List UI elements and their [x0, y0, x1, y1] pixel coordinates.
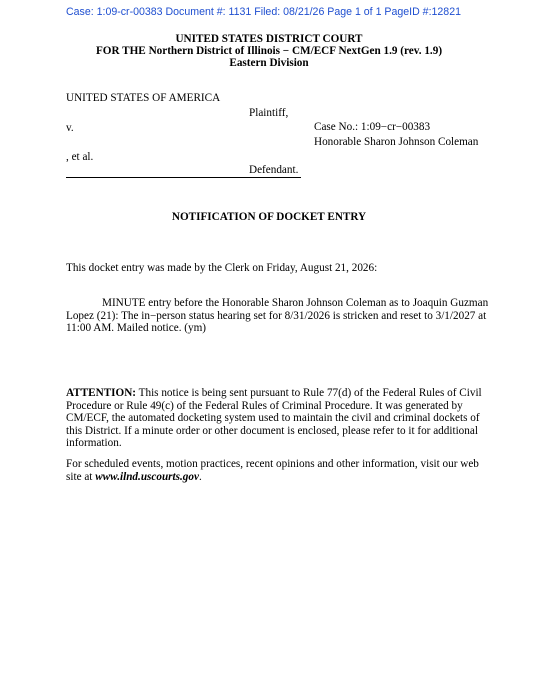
defendant-role: Defendant. — [249, 164, 299, 176]
minute-entry-text: MINUTE entry before the Honorable Sharon Johnson Coleman as to Joaquin Guzman Lopez (21): The in−person status hearing set for 8/31/2026 is stricken and reset to 3/1/2027 at 11:00 AM. Mailed notice. (ym) — [66, 297, 489, 335]
court-name: UNITED STATES DISTRICT COURT — [175, 33, 363, 45]
minute-entry-paragraph — [66, 297, 492, 335]
versus-label: v. — [66, 122, 74, 134]
attention-text: This notice is being sent pursuant to Rule 77(d) of the Federal Rules of Civil Procedure or Rule 49(c) of the Federal Rules of Criminal Procedure. It was generated by CM/ECF, the automated docketing system used to maintain the civil and criminal dockets of this District. If a minute order or other document is enclosed, please refer to it for additional information. — [66, 387, 482, 450]
document-filing-stamp: Case: 1:09-cr-00383 Document #: 1131 Filed: 08/21/26 Page 1 of 1 PageID #:12821 — [66, 6, 461, 18]
presiding-judge: Honorable Sharon Johnson Coleman — [314, 136, 479, 148]
case-number: Case No.: 1:09−cr−00383 — [314, 121, 431, 133]
web-info-end: . — [198, 470, 202, 483]
plaintiff-role: Plaintiff, — [249, 107, 289, 119]
caption-divider — [66, 177, 301, 178]
attention-paragraph — [66, 387, 492, 450]
entry-intro: This docket entry was made by the Clerk on Friday, August 21, 2026: — [66, 262, 378, 274]
plaintiff-name: UNITED STATES OF AMERICA — [66, 92, 221, 104]
defendant-name: , et al. — [66, 151, 94, 163]
court-website-link[interactable]: www.ilnd.uscourts.gov — [95, 470, 199, 483]
attention-label: ATTENTION: — [66, 387, 137, 399]
web-info-text: For scheduled events, motion practices, recent opinions and other information, visit our web site at — [66, 458, 479, 483]
web-info-paragraph — [66, 458, 492, 483]
court-division: Eastern Division — [229, 57, 309, 69]
notice-title: NOTIFICATION OF DOCKET ENTRY — [171, 211, 367, 223]
court-district: FOR THE Northern District of Illinois − CM/ECF NextGen 1.9 (rev. 1.9) — [95, 45, 443, 57]
